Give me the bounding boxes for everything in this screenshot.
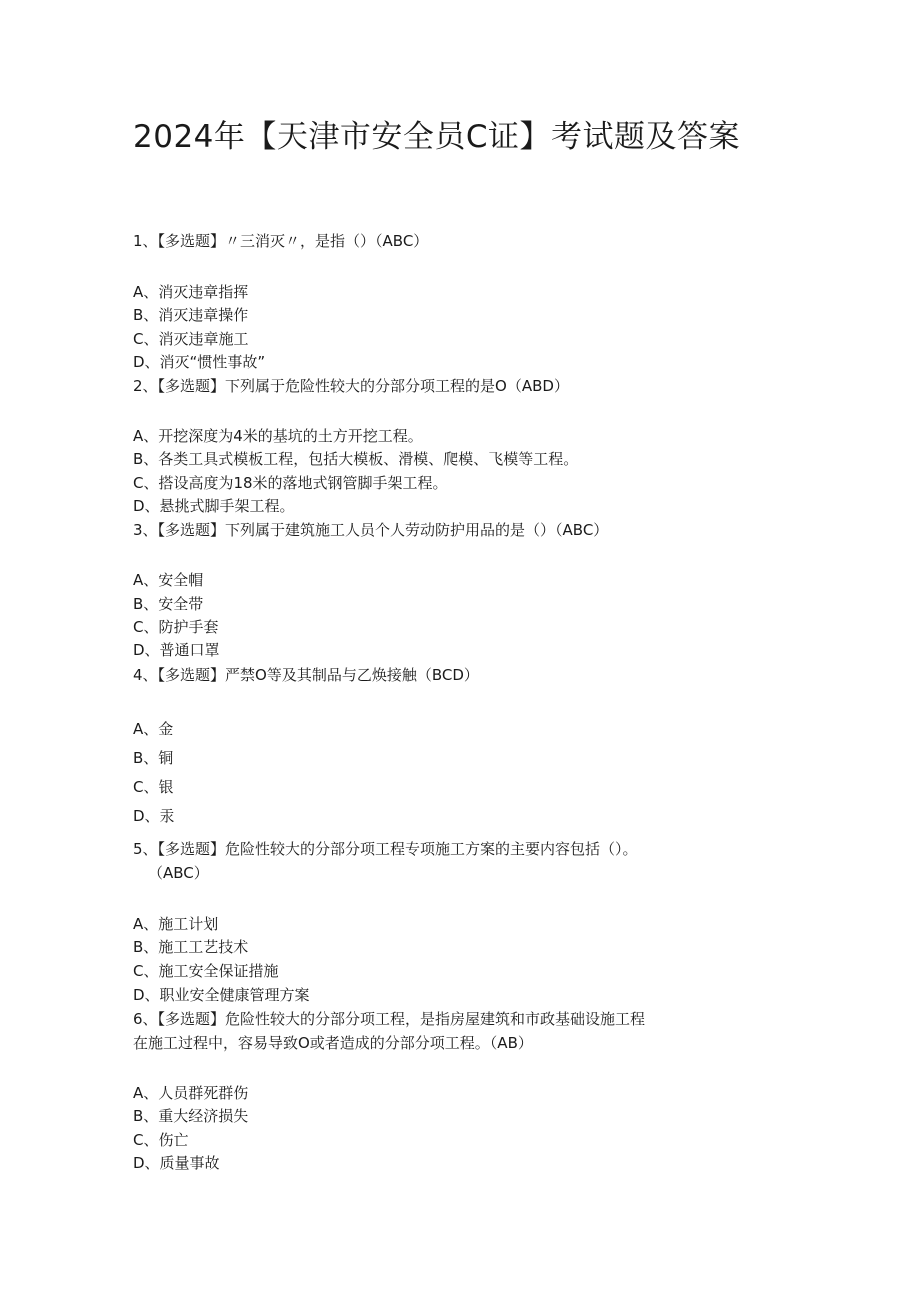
question-1: 1、【多选题】〃三消灭〃，是指（）（ABC） [133,232,429,250]
question-3-option-b: B、安全带 [133,595,204,613]
question-1-option-a: A、消灭违章指挥 [133,283,249,301]
question-6-option-a: A、人员群死群伤 [133,1084,249,1102]
question-1-option-d: D、消灭“惯性事故” [133,353,266,371]
question-2-option-a: A、开挖深度为4米的基坑的土方开挖工程。 [133,427,423,445]
question-5-option-c: C、施工安全保证措施 [133,962,279,980]
question-4-option-c: C、银 [133,778,174,796]
question-5-option-b: B、施工工艺技术 [133,938,249,956]
question-4-option-b: B、铜 [133,749,174,767]
question-2-option-c: C、搭设高度为18米的落地式钢管脚手架工程。 [133,474,448,492]
question-6-option-b: B、重大经济损失 [133,1107,249,1125]
question-6-option-c: C、伤亡 [133,1131,189,1149]
question-1-option-b: B、消灭违章操作 [133,306,249,324]
question-3-option-d: D、普通口罩 [133,641,220,659]
question-4-option-d: D、汞 [133,807,175,825]
question-2: 2、【多选题】下列属于危险性较大的分部分项工程的是O（ABD） [133,377,569,395]
question-4: 4、【多选题】严禁O等及其制品与乙焕接触（BCD） [133,666,479,684]
document-title: 2024年【天津市安全员C证】考试题及答案 [133,119,741,155]
question-4-option-a: A、金 [133,720,174,738]
question-6-line-1: 6、【多选题】危险性较大的分部分项工程，是指房屋建筑和市政基础设施工程 [133,1010,646,1028]
question-1-option-c: C、消灭违章施工 [133,330,249,348]
question-3: 3、【多选题】下列属于建筑施工人员个人劳动防护用品的是（）（ABC） [133,521,609,539]
question-2-option-b: B、各类工具式模板工程，包括大模板、滑模、爬模、飞模等工程。 [133,450,579,468]
question-5-option-d: D、职业安全健康管理方案 [133,986,310,1004]
question-5-line-1: 5、【多选题】危险性较大的分部分项工程专项施工方案的主要内容包括（）。 [133,840,638,858]
question-6-option-d: D、质量事故 [133,1154,220,1172]
question-3-option-c: C、防护手套 [133,618,219,636]
question-5-line-2: （ABC） [148,864,209,882]
question-2-option-d: D、悬挑式脚手架工程。 [133,497,295,515]
question-3-option-a: A、安全帽 [133,571,204,589]
question-5-option-a: A、施工计划 [133,915,219,933]
question-6-line-2: 在施工过程中，容易导致O或者造成的分部分项工程。（AB） [133,1034,533,1052]
